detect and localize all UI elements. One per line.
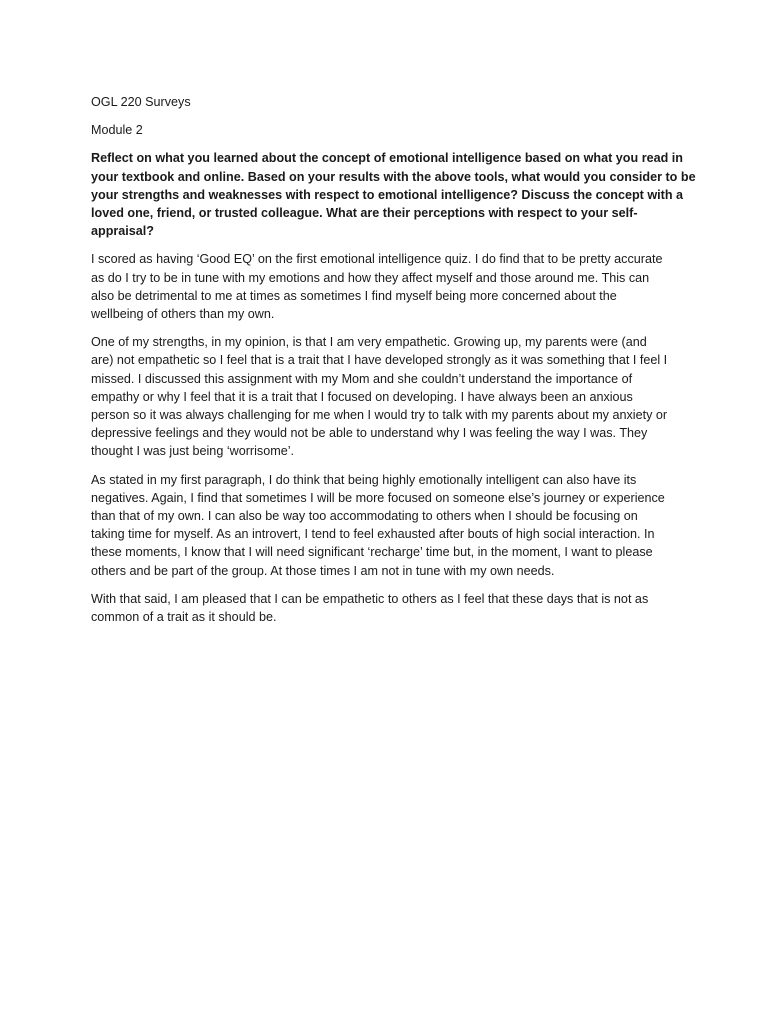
paragraph-line: as do I try to be in tune with my emotions and how they affect myself and those around me. This can (91, 270, 650, 285)
paragraph-line: With that said, I am pleased that I can be empathetic to others as I feel that these days that is not as (91, 591, 649, 606)
paragraph-1 (91, 250, 691, 323)
paragraph-line: these moments, I know that I will need significant ‘recharge’ time but, in the moment, I want to please (91, 545, 653, 560)
module-title-text: Module 2 (91, 123, 143, 138)
paragraph-line: I scored as having ‘Good EQ’ on the first emotional intelligence quiz. I do find that to be pretty accurate (91, 252, 663, 267)
prompt-line: appraisal? (91, 224, 154, 239)
paragraph-line: common of a trait as it should be. (91, 610, 277, 625)
paragraph-2 (91, 333, 691, 460)
paragraph-line: One of my strengths, in my opinion, is that I am very empathetic. Growing up, my parents were (and (91, 335, 647, 350)
paragraph-line: also be detrimental to me at times as sometimes I find myself being more concerned about the (91, 288, 617, 303)
assignment-prompt (91, 149, 696, 240)
paragraph-line: than that of my own. I can also be way too accommodating to others when I should be focusing on (91, 509, 638, 524)
prompt-line: your strengths and weaknesses with respect to emotional intelligence? Discuss the concept with a (91, 187, 684, 202)
paragraph-line: person so it was always challenging for me when I would try to talk with my parents about my anxiety or (91, 408, 668, 423)
course-title-text: OGL 220 Surveys (91, 95, 191, 109)
module-title (91, 121, 691, 139)
paragraph-line: wellbeing of others than my own. (91, 307, 275, 322)
paragraph-line: are) not empathetic so I feel that is a trait that I have developed strongly as it was something that I feel I (91, 353, 668, 368)
prompt-line: Reflect on what you learned about the concept of emotional intelligence based on what you read in (91, 151, 683, 166)
course-title (91, 93, 691, 111)
paragraph-3 (91, 471, 691, 580)
paragraph-line: thought I was just being ‘worrisome’. (91, 444, 294, 459)
paragraph-line: As stated in my first paragraph, I do think that being highly emotionally intelligent can also have its (91, 472, 637, 487)
paragraph-line: others and be part of the group. At those times I am not in tune with my own needs. (91, 563, 555, 578)
prompt-line: your textbook and online. Based on your results with the above tools, what would you consider to be (91, 169, 696, 184)
paragraph-line: depressive feelings and they would not be able to understand why I was feeling the way I was. They (91, 426, 648, 441)
paragraph-line: taking time for myself. As an introvert, I tend to feel exhausted after bouts of high social interaction. In (91, 527, 655, 542)
paragraph-4 (91, 590, 691, 626)
prompt-line: loved one, friend, or trusted colleague. What are their perceptions with respect to your self- (91, 206, 638, 221)
paragraph-line: empathy or why I feel that it is a trait that I focused on developing. I have always been an anxious (91, 389, 633, 404)
document-body (91, 93, 696, 636)
paragraph-line: missed. I discussed this assignment with my Mom and she couldn’t understand the importance of (91, 371, 633, 386)
paragraph-line: negatives. Again, I find that sometimes I will be more focused on someone else’s journey or experience (91, 490, 665, 505)
